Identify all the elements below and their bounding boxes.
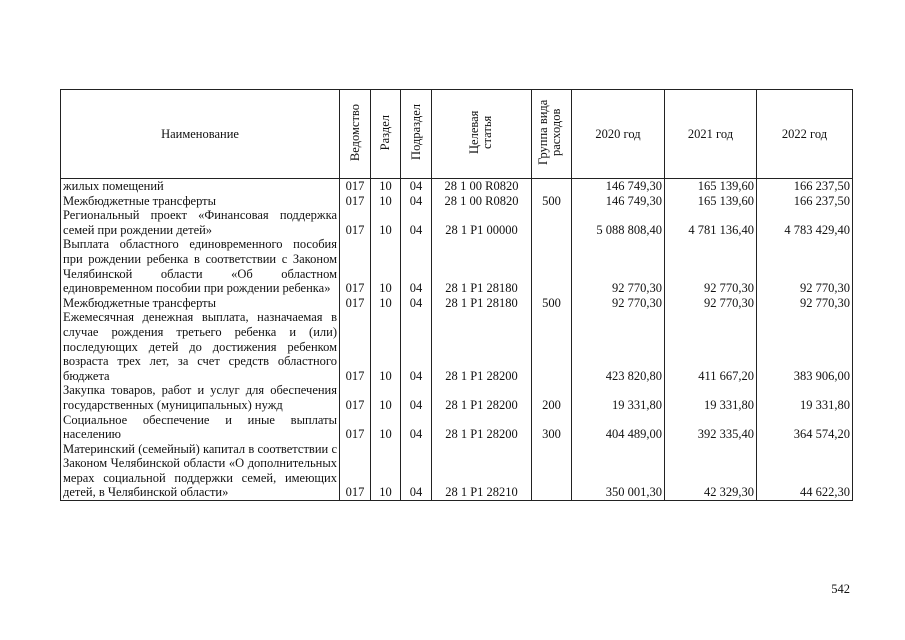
row-podrazdel: 04: [401, 179, 432, 194]
row-gruppa: 200: [532, 383, 572, 412]
row-2021: 42 329,30: [665, 442, 757, 501]
row-vedomstvo: 017: [340, 442, 371, 501]
row-name: жилых помещений: [61, 179, 340, 194]
header-2022: 2022 год: [757, 90, 853, 179]
row-razdel: 10: [371, 296, 401, 311]
header-name: Наименование: [61, 90, 340, 179]
row-2021: 165 139,60: [665, 194, 757, 209]
row-razdel: 10: [371, 442, 401, 501]
row-2021: 392 335,40: [665, 413, 757, 442]
row-razdel: 10: [371, 179, 401, 194]
row-2022: 19 331,80: [757, 383, 853, 412]
row-2022: 383 906,00: [757, 310, 853, 383]
header-gruppa: Группа вида расходов: [532, 90, 572, 179]
row-2022: 166 237,50: [757, 179, 853, 194]
table-row: [61, 413, 853, 442]
row-vedomstvo: 017: [340, 310, 371, 383]
row-name: Межбюджетные трансферты: [61, 194, 340, 209]
header-statya: Целевая статья: [432, 90, 532, 179]
row-podrazdel: 04: [401, 383, 432, 412]
row-2020: 350 001,30: [572, 442, 665, 501]
row-name: Выплата областного единовременного пособия при рождении ребенка в соответствии с Законом Челябинской области «Об областном единовременном пособии при рождении ребенка»: [61, 237, 340, 295]
row-podrazdel: 04: [401, 413, 432, 442]
row-statya: 28 1 P1 28180: [432, 237, 532, 295]
table-row: [61, 310, 853, 383]
row-gruppa: 500: [532, 194, 572, 209]
row-gruppa: 300: [532, 413, 572, 442]
row-statya: 28 1 P1 28210: [432, 442, 532, 501]
row-2022: 92 770,30: [757, 296, 853, 311]
row-vedomstvo: 017: [340, 194, 371, 209]
row-razdel: 10: [371, 237, 401, 295]
header-razdel: Раздел: [371, 90, 401, 179]
header-vedomstvo: Ведомство: [340, 90, 371, 179]
row-2020: 92 770,30: [572, 296, 665, 311]
table-row: [61, 296, 853, 311]
row-2020: 5 088 808,40: [572, 208, 665, 237]
row-razdel: 10: [371, 208, 401, 237]
row-statya: 28 1 P1 28200: [432, 413, 532, 442]
table-row: [61, 442, 853, 501]
row-gruppa: [532, 442, 572, 501]
row-name: Материнский (семейный) капитал в соответствии с Законом Челябинской области «О дополнительных мерах социальной поддержки семей, имеющих детей, в Челябинской области»: [61, 442, 340, 501]
row-2020: 423 820,80: [572, 310, 665, 383]
row-statya: 28 1 P1 28200: [432, 310, 532, 383]
table-row: [61, 383, 853, 412]
row-gruppa: [532, 208, 572, 237]
row-2020: 146 749,30: [572, 179, 665, 194]
row-statya: 28 1 P1 00000: [432, 208, 532, 237]
row-podrazdel: 04: [401, 310, 432, 383]
row-2022: 4 783 429,40: [757, 208, 853, 237]
row-2021: 92 770,30: [665, 237, 757, 295]
row-razdel: 10: [371, 413, 401, 442]
row-vedomstvo: 017: [340, 208, 371, 237]
table-row: [61, 194, 853, 209]
row-2021: 19 331,80: [665, 383, 757, 412]
row-2022: 166 237,50: [757, 194, 853, 209]
row-vedomstvo: 017: [340, 179, 371, 194]
row-razdel: 10: [371, 194, 401, 209]
table-row: [61, 179, 853, 194]
row-podrazdel: 04: [401, 194, 432, 209]
row-podrazdel: 04: [401, 296, 432, 311]
table-row: [61, 208, 853, 237]
row-name: Социальное обеспечение и иные выплаты населению: [61, 413, 340, 442]
row-2021: 411 667,20: [665, 310, 757, 383]
row-razdel: 10: [371, 383, 401, 412]
row-2021: 4 781 136,40: [665, 208, 757, 237]
row-2022: 92 770,30: [757, 237, 853, 295]
table-header-row: [61, 90, 853, 179]
row-2021: 92 770,30: [665, 296, 757, 311]
row-2020: 19 331,80: [572, 383, 665, 412]
row-vedomstvo: 017: [340, 383, 371, 412]
row-name: Межбюджетные трансферты: [61, 296, 340, 311]
row-2020: 404 489,00: [572, 413, 665, 442]
row-name: Региональный проект «Финансовая поддержка семей при рождении детей»: [61, 208, 340, 237]
row-gruppa: 500: [532, 296, 572, 311]
row-vedomstvo: 017: [340, 296, 371, 311]
budget-table: [60, 89, 853, 501]
header-2020: 2020 год: [572, 90, 665, 179]
row-statya: 28 1 00 R0820: [432, 194, 532, 209]
row-podrazdel: 04: [401, 442, 432, 501]
row-statya: 28 1 P1 28200: [432, 383, 532, 412]
row-name: Ежемесячная денежная выплата, назначаемая в случае рождения третьего ребенка и (или) последующих детей до достижения ребенком возраста трех лет, за счет средств областного бюджета: [61, 310, 340, 383]
page-number: 542: [831, 582, 850, 596]
row-statya: 28 1 P1 28180: [432, 296, 532, 311]
row-gruppa: [532, 237, 572, 295]
row-vedomstvo: 017: [340, 237, 371, 295]
row-2021: 165 139,60: [665, 179, 757, 194]
table-body: [61, 179, 853, 501]
row-2022: 44 622,30: [757, 442, 853, 501]
row-razdel: 10: [371, 310, 401, 383]
row-2022: 364 574,20: [757, 413, 853, 442]
row-podrazdel: 04: [401, 237, 432, 295]
header-podrazdel: Подраздел: [401, 90, 432, 179]
row-podrazdel: 04: [401, 208, 432, 237]
row-gruppa: [532, 310, 572, 383]
row-vedomstvo: 017: [340, 413, 371, 442]
row-name: Закупка товаров, работ и услуг для обеспечения государственных (муниципальных) нужд: [61, 383, 340, 412]
header-2021: 2021 год: [665, 90, 757, 179]
row-2020: 92 770,30: [572, 237, 665, 295]
row-statya: 28 1 00 R0820: [432, 179, 532, 194]
row-2020: 146 749,30: [572, 194, 665, 209]
row-gruppa: [532, 179, 572, 194]
table-row: [61, 237, 853, 295]
